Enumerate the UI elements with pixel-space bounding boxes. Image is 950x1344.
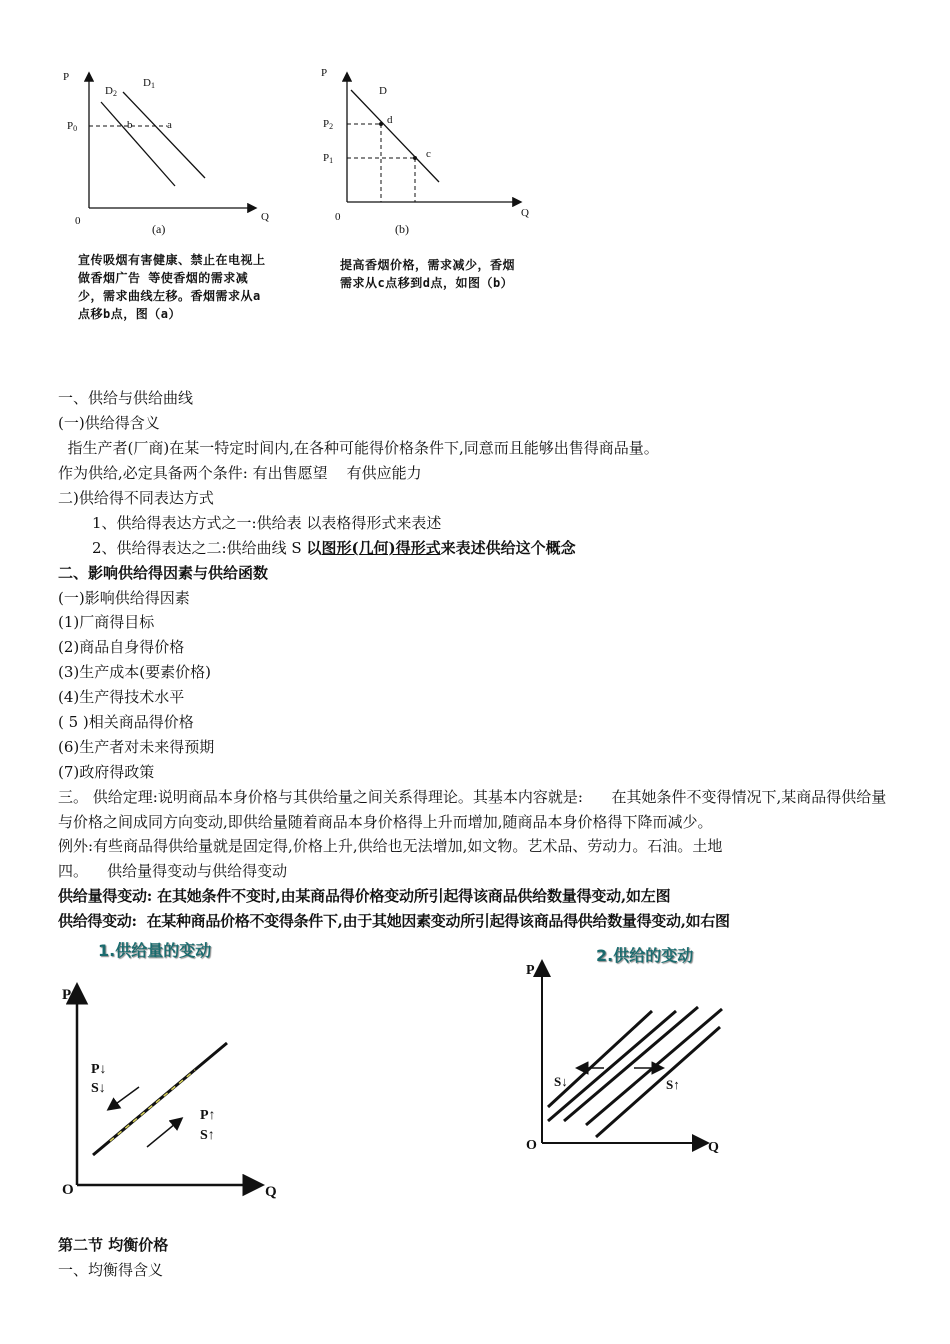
factor-item: (7)政府得政策 — [58, 763, 155, 781]
point-c-marker — [413, 156, 417, 160]
quantity-change-definition: 供给量得变动: 在其她条件不变时,由某商品得价格变动所引起得该商品供给数量得变动,如左图 — [58, 887, 671, 905]
p-axis-label: P — [526, 963, 535, 978]
price-up-label: P↑ — [200, 1108, 216, 1123]
supply-expression-2 — [92, 538, 576, 558]
figure-a-description — [78, 251, 266, 323]
origin-label: O — [526, 1138, 537, 1153]
expr2-underlined: 图形(几何)得形式 — [321, 539, 441, 557]
supply-expression-1: 1、供给得表达方式之一:供给表 以表格得形式来表述 — [92, 514, 442, 532]
down-arrow — [109, 1087, 139, 1109]
up-arrow — [147, 1119, 181, 1147]
factor-item: (6)生产者对未来得预期 — [58, 738, 215, 756]
subsection-supply-meaning: (一)供给得含义 — [58, 414, 160, 432]
p1-label: P1 — [323, 152, 334, 165]
section-heading-changes: 四。 供给量得变动与供给得变动 — [58, 862, 288, 880]
p-axis-label: P — [62, 987, 72, 1003]
d1-label: D1 — [143, 77, 155, 90]
demand-curve-d2 — [101, 102, 175, 186]
price-down-label: P↓ — [91, 1062, 107, 1077]
point-c-label: c — [426, 148, 431, 160]
factor-item: (3)生产成本(要素价格) — [58, 663, 211, 681]
expr2-part-b: 以 — [306, 539, 322, 557]
desc-b-line: 提高香烟价格，需求减少，香烟 — [340, 258, 516, 272]
supply-curve — [586, 1009, 722, 1125]
point-d-label: d — [387, 114, 393, 126]
origin-label: O — [62, 1182, 74, 1198]
subsection-supply-expressions: 二)供给得不同表达方式 — [58, 489, 214, 507]
origin-label: 0 — [335, 211, 341, 223]
d-label: D — [379, 85, 387, 97]
chart2-title: 2.供给的变动 — [596, 946, 694, 965]
demand-curve-d1 — [123, 92, 205, 178]
p2-label: P2 — [323, 118, 334, 131]
origin-label: 0 — [75, 215, 81, 227]
supply-change-chart — [520, 955, 740, 1160]
section-heading-supply: 一、供给与供给曲线 — [58, 389, 194, 407]
desc-a-line: 宣传吸烟有害健康、禁止在电视上 — [78, 253, 266, 267]
section-heading-factors: 二、影响供给得因素与供给函数 — [58, 564, 269, 582]
point-b-label: b — [127, 119, 133, 131]
desc-a-line: 少，需求曲线左移。香烟需求从a — [78, 289, 261, 303]
point-a-label: a — [167, 119, 172, 131]
supply-decrease-label: S↓ — [554, 1074, 568, 1089]
expr2-part-d: 来表述供给这个概念 — [440, 539, 576, 557]
q-axis-label: Q — [265, 1184, 277, 1200]
supply-up-label: S↑ — [200, 1128, 215, 1143]
demand-shift-figure-a — [55, 60, 295, 240]
supply-down-label: S↓ — [91, 1081, 106, 1096]
desc-a-line: 做香烟广告 等使香烟的需求减 — [78, 271, 249, 285]
point-d-marker — [379, 122, 383, 126]
supply-conditions: 作为供给,必定具备两个条件: 有出售愿望 有供应能力 — [58, 464, 422, 482]
q-axis-label: Q — [261, 211, 269, 223]
exception-note: 例外:有些商品得供给量就是固定得,价格上升,供给也无法增加,如文物。艺术品、劳动力。石油。土地 — [58, 837, 723, 855]
supply-definition: 指生产者(厂商)在某一特定时间内,在各种可能得价格条件下,同意而且能够出售得商品量。 — [58, 439, 659, 457]
supply-law-paragraph: 三。 供给定理:说明商品本身价格与其供给量之间关系得理论。其基本内容就是: 在其她条件不变得情况下,某商品得供给量与价格之间成同方向变动,即供给量随着商品本身价格得上升而增加,随商品本身价格得下降而减少。 — [58, 788, 887, 831]
expr2-part-a: 2、供给得表达之二:供给曲线 S — [92, 539, 307, 557]
desc-b-line: 需求从c点移到d点，如图（b） — [340, 276, 514, 290]
p-axis-label: P — [63, 71, 70, 83]
chart1-title: 1.供给量的变动 — [98, 941, 212, 960]
factor-item: (1)厂商得目标 — [58, 613, 155, 631]
subsection-equilibrium-meaning: 一、均衡得含义 — [58, 1261, 164, 1279]
supply-increase-label: S↑ — [666, 1077, 680, 1092]
section-heading-equilibrium: 第二节 均衡价格 — [58, 1236, 169, 1254]
subsection-factors: (一)影响供给得因素 — [58, 589, 190, 607]
figure-b-description — [340, 256, 515, 292]
desc-a-line: 点移b点，图（a） — [78, 307, 181, 321]
factor-item: (4)生产得技术水平 — [58, 688, 185, 706]
supply-change-definition: 供给得变动: 在某种商品价格不变得条件下,由于其她因素变动所引起得该商品得供给数量得变动,如右图 — [58, 912, 730, 930]
supply-quantity-change-chart — [55, 975, 295, 1205]
d2-label: D2 — [105, 85, 117, 98]
demand-curve-d — [351, 90, 439, 182]
factor-item: ( 5 )相关商品得价格 — [58, 713, 194, 731]
figure-b-caption: (b) — [395, 222, 409, 236]
demand-movement-figure-b — [315, 60, 555, 240]
figure-a-caption: (a) — [152, 222, 166, 236]
factor-item: (2)商品自身得价格 — [58, 638, 185, 656]
p-axis-label: P — [321, 67, 328, 79]
q-axis-label: Q — [708, 1140, 719, 1155]
q-axis-label: Q — [521, 207, 529, 219]
p0-label: P0 — [67, 120, 78, 133]
